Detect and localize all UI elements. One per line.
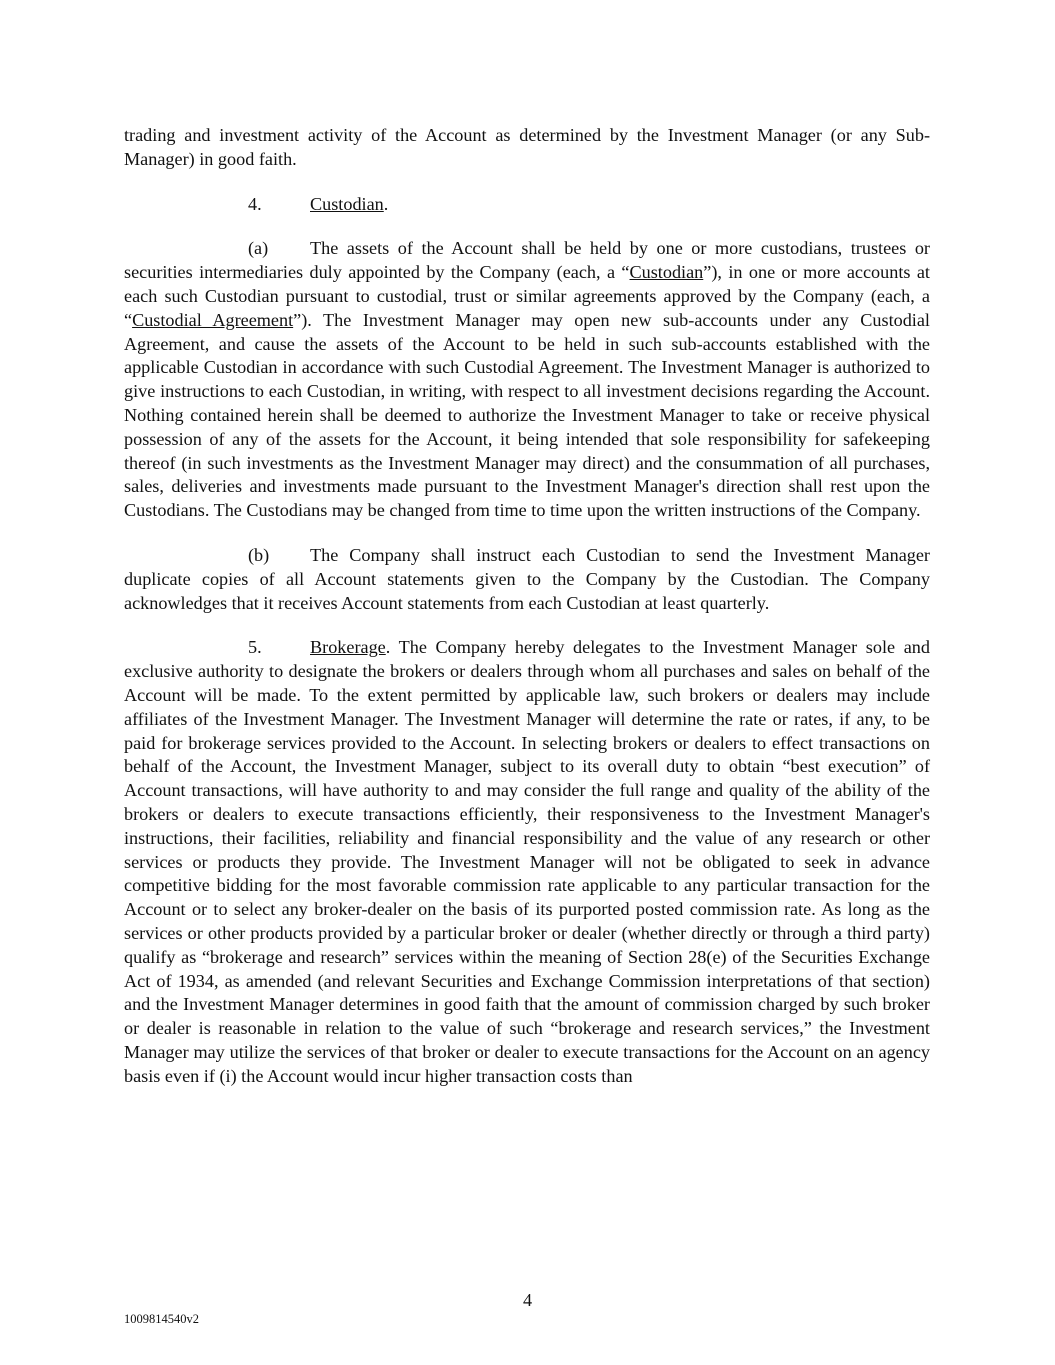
defined-term-custodian: Custodian [629,262,704,283]
section-4-title: Custodian [310,193,384,214]
page-body [124,124,930,1109]
section-4b-paragraph: (b) The Company shall instruct each Custodian to send the Investment Manager duplicate copies of all Account statements given to the Company by the Custodian. The Company acknowledges that it receives Account statements from each Custodian at least quarterly. [124,544,930,613]
defined-term-custodial-agreement: Custodial Agreement [132,309,294,330]
section-4-heading: 4. Custodian. [124,193,930,217]
section-5-title: Brokerage [310,637,386,658]
section-5-number: 5. [248,637,262,658]
section-4-number: 4. [248,193,262,214]
document-id: 1009814540v2 [124,1312,199,1326]
section-4b-label: (b) [248,544,270,565]
page-number: 4 [522,1290,533,1310]
intro-text: trading and investment activity of the Account as determined by the Investment Manager (or any Sub-Manager) in good faith. [124,125,930,169]
intro-paragraph [124,124,930,172]
section-4a-paragraph: (a) The assets of the Account shall be held by one or more custodians, trustees or securities intermediaries duly appointed by the Company (each, a “Custodian”), in one or more accounts at each such Custodian pursuant to custodial, trust or similar agreements approved by the Company (each, a “Custodial Agreement”). The Investment Manager may open new sub-accounts under any Custodial Agreement, and cause the assets of the Account to be held in such sub-accounts established with the applicable Custodian in accordance with such Custodial Agreement. The Investment Manager is authorized to give instructions to each Custodian, in writing, with respect to all investment decisions regarding the Account. Nothing contained herein shall be deemed to authorize the Investment Manager to take or receive physical possession of any of the assets for the Account, it being intended that sole responsibility for safekeeping thereof (in such investments as the Investment Manager may direct) and the consummation of all purchases, sales, deliveries and investments made pursuant to the Investment Manager's direction shall rest upon the Custodians. The Custodians may be changed from time to time upon the written instructions of the Company. [124,238,930,521]
section-4a-label: (a) [248,238,269,259]
section-5-paragraph: 5. Brokerage. The Company hereby delegates to the Investment Manager sole and exclusive authority to designate the brokers or dealers through whom all purchases and sales on behalf of the Account will be made. To the extent permitted by applicable law, such brokers or dealers may include affiliates of the Investment Manager. The Investment Manager will determine the rate or rates, if any, to be paid for brokerage services provided to the Account. In selecting brokers or dealers to effect transactions on behalf of the Account, the Investment Manager, subject to its overall duty to obtain “best execution” of Account transactions, will have authority to and may consider the full range and quality of the ability of the brokers or dealers to execute transactions efficiently, their responsiveness to the Investment Manager's instructions, their facilities, reliability and financial responsibility and the value of any research or other services or products they provide. The Investment Manager will not be obligated to seek in advance competitive bidding for the most favorable commission rate applicable to any particular transaction for the Account or to select any broker-dealer on the basis of its purported posted commission rate. As long as the services or other products provided by a particular broker or dealer (whether directly or through a third party) qualify as “brokerage and research” services within the meaning of Section 28(e) of the Securities Exchange Act of 1934, as amended (and relevant Securities and Exchange Commission interpretations of that section) and the Investment Manager determines in good faith that the amount of commission charged by such broker or dealer is reasonable in relation to the value of such “brokerage and research services,” the Investment Manager may utilize the services of that broker or dealer to execute transactions for the Account on an agency basis even if (i) the Account would incur higher transaction costs than [124,637,930,1086]
